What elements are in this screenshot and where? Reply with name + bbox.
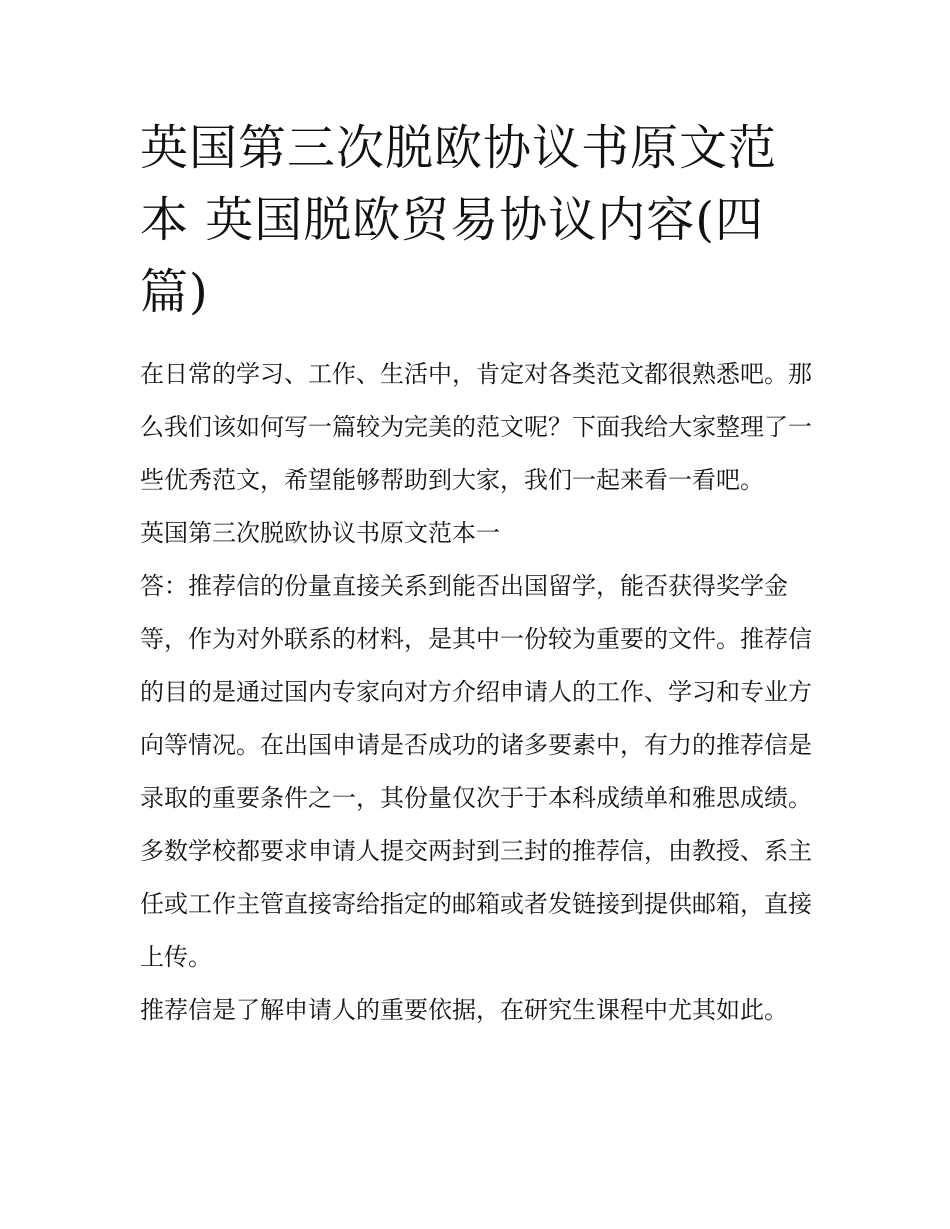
intro-paragraph: 在日常的学习、工作、生活中，肯定对各类范文都很熟悉吧。那么我们该如何写一篇较为完美的范文呢？下面我给大家整理了一些优秀范文，希望能够帮助到大家，我们一起来看一看吧。 <box>140 360 812 494</box>
document-title: 英国第三次脱欧协议书原文范本 英国脱欧贸易协议内容(四篇) <box>140 120 778 320</box>
body-paragraph: 答：推荐信的份量直接关系到能否出国留学，能否获得奖学金等，作为对外联系的材料，是其中一份较为重要的文件。推荐信的目的是通过国内专家向对方介绍申请人的工作、学习和专业方向等情况。在出国申请是否成功的诸多要素中，有力的推荐信是录取的重要条件之一，其份量仅次于于本科成绩单和雅思成绩。 <box>140 572 812 812</box>
body-paragraph: 推荐信是了解申请人的重要依据，在研究生课程中尤其如此。 <box>140 996 788 1024</box>
body-paragraph: 多数学校都要求申请人提交两封到三封的推荐信，由教授、系主任或工作主管直接寄给指定的邮箱或者发链接到提供邮箱，直接上传。 <box>140 837 812 971</box>
document-content <box>140 112 820 1037</box>
section-heading: 英国第三次脱欧协议书原文范本一 <box>140 519 500 547</box>
document-body <box>140 348 820 1037</box>
